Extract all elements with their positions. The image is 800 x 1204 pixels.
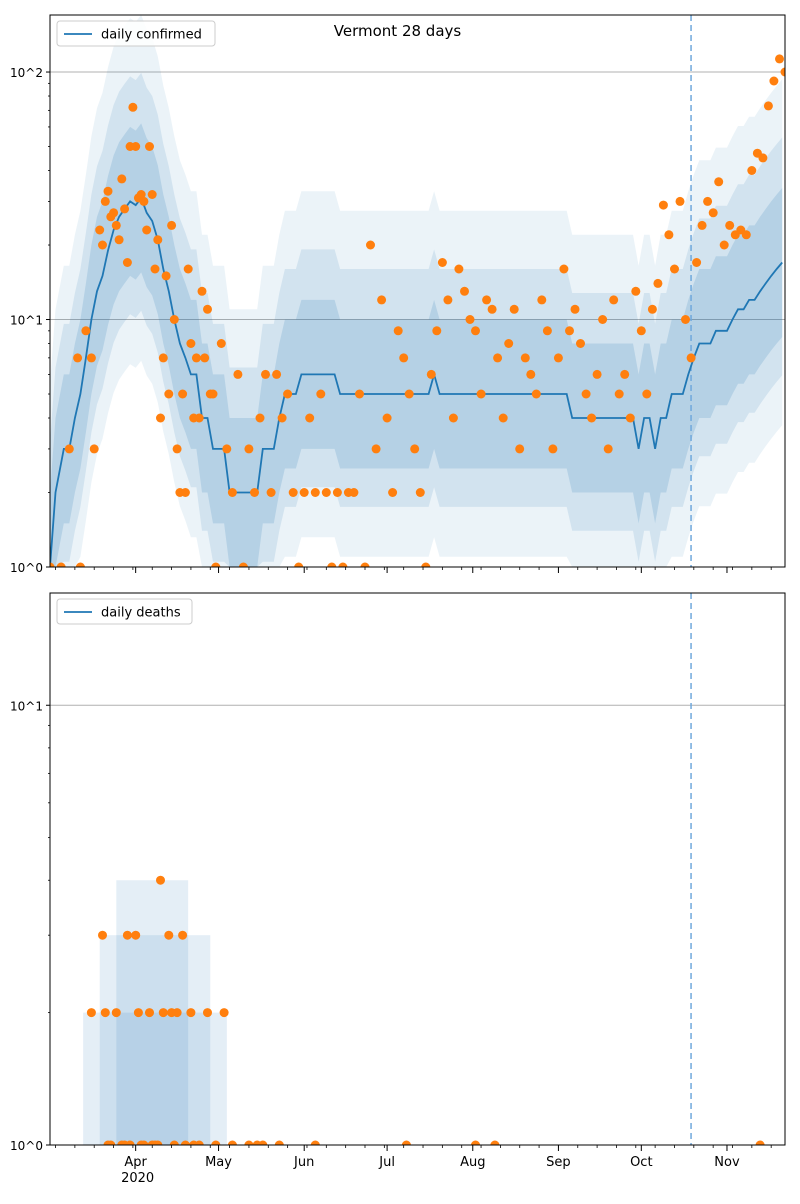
- data-point: [742, 230, 751, 239]
- data-point: [278, 414, 287, 423]
- data-point: [145, 1008, 154, 1017]
- data-point: [515, 444, 524, 453]
- y-tick-label: 10^2: [10, 66, 43, 81]
- data-point: [504, 339, 513, 348]
- data-point: [173, 1008, 182, 1017]
- data-point: [209, 390, 218, 399]
- data-point: [709, 208, 718, 217]
- data-point: [151, 265, 160, 274]
- x-tick-label-may: May: [205, 1155, 232, 1170]
- data-point: [101, 197, 110, 206]
- data-point: [139, 197, 148, 206]
- data-point: [181, 488, 190, 497]
- data-point: [532, 390, 541, 399]
- data-point: [167, 221, 176, 230]
- data-point: [333, 488, 342, 497]
- data-point: [681, 315, 690, 324]
- data-point: [559, 265, 568, 274]
- x-tick-label-jun: Jun: [294, 1155, 315, 1170]
- data-point: [593, 370, 602, 379]
- data-point: [664, 230, 673, 239]
- data-point: [104, 187, 113, 196]
- legend: [57, 599, 192, 624]
- data-point: [576, 339, 585, 348]
- data-point: [156, 414, 165, 423]
- y-tick-label: 10^0: [10, 1139, 43, 1153]
- data-point: [372, 444, 381, 453]
- data-point: [101, 1008, 110, 1017]
- data-point: [272, 370, 281, 379]
- data-point: [250, 488, 259, 497]
- data-point: [720, 241, 729, 250]
- legend: [57, 21, 215, 46]
- data-point: [620, 370, 629, 379]
- data-point: [548, 444, 557, 453]
- data-point: [148, 190, 157, 199]
- data-point: [186, 339, 195, 348]
- x-tick-label-aug: Aug: [460, 1155, 486, 1170]
- data-point: [471, 326, 480, 335]
- data-point: [764, 101, 773, 110]
- data-point: [432, 326, 441, 335]
- confirmed-panel: [10, 15, 789, 575]
- data-point: [626, 414, 635, 423]
- data-point: [178, 390, 187, 399]
- data-point: [377, 295, 386, 304]
- data-point: [198, 287, 207, 296]
- x-tick-label-jul: Jul: [379, 1155, 395, 1170]
- data-point: [747, 166, 756, 175]
- data-point: [488, 305, 497, 314]
- data-point: [482, 295, 491, 304]
- data-point: [98, 931, 107, 940]
- data-point: [131, 931, 140, 940]
- data-point: [692, 258, 701, 267]
- data-point: [87, 353, 96, 362]
- data-point: [203, 1008, 212, 1017]
- data-point: [305, 414, 314, 423]
- data-point: [123, 258, 132, 267]
- data-point: [703, 197, 712, 206]
- data-point: [123, 931, 132, 940]
- chart-title: Vermont 28 days: [333, 22, 462, 40]
- data-point: [289, 488, 298, 497]
- data-point: [128, 103, 137, 112]
- data-point: [648, 305, 657, 314]
- data-point: [609, 295, 618, 304]
- data-point: [604, 444, 613, 453]
- data-point: [510, 305, 519, 314]
- data-point: [90, 444, 99, 453]
- data-point: [300, 488, 309, 497]
- data-point: [244, 444, 253, 453]
- data-point: [109, 208, 118, 217]
- data-point: [178, 931, 187, 940]
- data-point: [203, 305, 212, 314]
- data-point: [582, 390, 591, 399]
- data-point: [256, 414, 265, 423]
- data-point: [394, 326, 403, 335]
- data-point: [131, 142, 140, 151]
- data-point: [164, 390, 173, 399]
- data-point: [87, 1008, 96, 1017]
- legend-label: daily confirmed: [101, 27, 202, 43]
- data-point: [81, 326, 90, 335]
- data-point: [554, 353, 563, 362]
- data-point: [598, 315, 607, 324]
- data-point: [261, 370, 270, 379]
- data-point: [460, 287, 469, 296]
- data-point: [366, 241, 375, 250]
- data-point: [233, 370, 242, 379]
- data-point: [565, 326, 574, 335]
- data-point: [466, 315, 475, 324]
- data-point: [698, 221, 707, 230]
- data-point: [521, 353, 530, 362]
- data-point: [164, 931, 173, 940]
- data-point: [769, 77, 778, 86]
- data-point: [153, 235, 162, 244]
- data-point: [355, 390, 364, 399]
- data-point: [454, 265, 463, 274]
- data-point: [267, 488, 276, 497]
- legend-label: daily deaths: [101, 605, 181, 621]
- data-point: [162, 271, 171, 280]
- data-point: [670, 265, 679, 274]
- data-point: [159, 353, 168, 362]
- data-point: [192, 353, 201, 362]
- data-point: [200, 353, 209, 362]
- year-label: 2020: [121, 1171, 155, 1186]
- data-point: [222, 444, 231, 453]
- x-tick-label-sep: Sep: [546, 1155, 571, 1170]
- data-point: [195, 414, 204, 423]
- data-point: [120, 204, 129, 213]
- data-point: [410, 444, 419, 453]
- y-tick-label: 10^0: [10, 561, 43, 575]
- data-point: [642, 390, 651, 399]
- x-tick-label-oct: Oct: [630, 1155, 653, 1170]
- data-point: [399, 353, 408, 362]
- data-point: [758, 153, 767, 162]
- data-point: [571, 305, 580, 314]
- data-point: [587, 414, 596, 423]
- data-point: [73, 353, 82, 362]
- data-point: [543, 326, 552, 335]
- data-point: [134, 1008, 143, 1017]
- data-point: [65, 444, 74, 453]
- data-point: [653, 279, 662, 288]
- data-point: [537, 295, 546, 304]
- data-point: [438, 258, 447, 267]
- data-point: [322, 488, 331, 497]
- data-point: [725, 221, 734, 230]
- data-point: [316, 390, 325, 399]
- data-point: [443, 295, 452, 304]
- data-point: [416, 488, 425, 497]
- data-point: [493, 353, 502, 362]
- data-point: [156, 876, 165, 885]
- x-tick-label-apr: Apr: [124, 1155, 147, 1170]
- data-point: [112, 1008, 121, 1017]
- data-point: [349, 488, 358, 497]
- data-point: [142, 226, 151, 235]
- data-point: [676, 197, 685, 206]
- plot-area: [50, 593, 785, 1150]
- data-point: [449, 414, 458, 423]
- data-point: [427, 370, 436, 379]
- data-point: [615, 390, 624, 399]
- data-point: [98, 241, 107, 250]
- data-point: [659, 201, 668, 210]
- data-point: [170, 315, 179, 324]
- data-point: [775, 54, 784, 63]
- data-point: [631, 287, 640, 296]
- deaths-panel: [10, 593, 785, 1186]
- data-point: [186, 1008, 195, 1017]
- data-point: [687, 353, 696, 362]
- data-point: [173, 444, 182, 453]
- confidence-band-2: [50, 15, 782, 567]
- data-point: [637, 326, 646, 335]
- y-tick-label: 10^1: [10, 699, 43, 714]
- plot-area: [46, 15, 790, 572]
- y-tick-label: 10^1: [10, 313, 43, 328]
- data-point: [112, 221, 121, 230]
- data-point: [220, 1008, 229, 1017]
- data-point: [388, 488, 397, 497]
- data-point: [383, 414, 392, 423]
- data-point: [526, 370, 535, 379]
- data-point: [499, 414, 508, 423]
- data-point: [477, 390, 486, 399]
- data-point: [217, 339, 226, 348]
- data-point: [283, 390, 292, 399]
- data-point: [714, 177, 723, 186]
- data-point: [117, 174, 126, 183]
- data-point: [95, 226, 104, 235]
- data-point: [405, 390, 414, 399]
- data-point: [159, 1008, 168, 1017]
- data-point: [145, 142, 154, 151]
- data-point: [228, 488, 237, 497]
- data-point: [115, 235, 124, 244]
- data-point: [311, 488, 320, 497]
- data-point: [184, 265, 193, 274]
- x-tick-label-nov: Nov: [714, 1155, 740, 1170]
